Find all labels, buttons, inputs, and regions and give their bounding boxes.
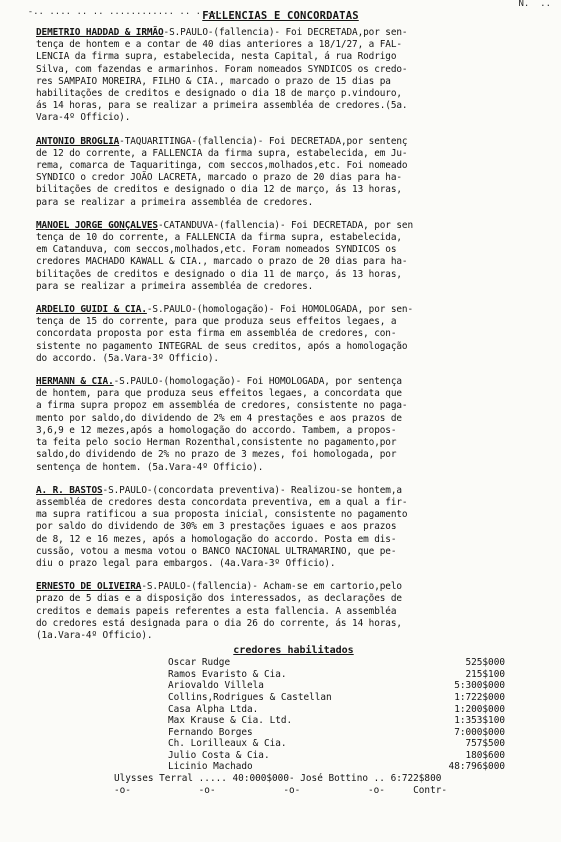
entry-lead: ARDELIO GUIDI & CIA. — [36, 304, 147, 316]
entry-text: -CATANDUVA-(fallencia)- Foi DECRETADA, por sen tença de 10 do corrente, a FALLENCIA da firma supra, estabelecida, em Catanduva, com seccos,molhados,etc. Foram nomeados SYNDICOS os credores MACHADO KAWALL & CIA., marcado o prazo de 20 dias para ha- bilitações de creditos e designado o dia 11 de março, ás 13 horas, para se realizar a primeira assembléa de credores. — [36, 219, 414, 292]
creditor-name: Ramos Evaristo & Cia. — [168, 668, 287, 680]
creditor-name: Fernando Borges — [168, 726, 253, 738]
page-number: N. .. — [518, 0, 551, 9]
creditor-row — [36, 680, 551, 692]
entry-text: -S.PAULO-(homologação)- Foi HOMOLOGADA, por sentença de hontem, para que produza seus effeitos legaes, a concordata que a firma supra propoz em assembléa de credores, consistente no paga- mento por saldo,do dividendo de 2% em 4 prestações e aos prazos de 3,6,9 e 12 mezes,após a homologação do accordo. Tambem, a propos- ta feita pelo socio Herman Rozenthal,consistente no pagamento,por saldo,do dividendo de 2% no prazo de 3 mezes, foi homologada, por sentença de hontem. (5a.Vara-4º Officio). — [36, 376, 408, 473]
entry-lead: MANOEL JORGE GONÇALVES — [36, 219, 158, 231]
entry-text: -S.PAULO-(fallencia)- Foi DECRETADA,por sen- tença de hontem e a contar de 40 dias anteriores a 18/1/27, a FAL- LENCIA da firma supra, estabelecida, nesta Capital, á rua Rodrigo Silva, com fazendas e armarinhos. Foram nomeados SYNDICOS os credo- res SAMPAIO MOREIRA, FILHO & CIA., marcado o prazo de 15 dias pa habilitações de creditos e designado o dia 18 de março p.vindouro, ás 14 horas, para se realizar a primeira assembléa de credores.(5a. Vara-4º Officio). — [36, 27, 408, 124]
separator-text: -o- -o- -o- -o- Contr- — [114, 784, 448, 796]
creditor-name: Casa Alpha Ltda. — [168, 703, 259, 715]
entry-text: -S.PAULO-(concordata preventiva)- Realizou-se hontem,a assembléa de credores desta concordata preventiva, em a qual a fir- ma supra ratificou a sua proposta inicial, consistente no pagamento por saldo do dividendo de 30% em 3 prestações iguaes e aos prazos de 8, 12 e 16 mezes, após a homologação do accordo. Posta em dis- cussão, votou a mesma votou o BANCO NACIONAL ULTRAMARINO, que pe- diu o prazo legal para embargos. (4a.Vara-3º Officio). — [36, 484, 408, 569]
creditor-row — [36, 669, 551, 681]
entry-text: -S.PAULO-(fallencia)- Acham-se em cartorio,pelo prazo de 5 dias e a disposição dos interessados, as declarações de creditos e demais papeis referentes a esta fallencia. A assembléa do credores está designada para o dia 26 do corrente, ás 14 horas, (1a.Vara-4º Officio). — [36, 581, 402, 641]
creditor-amount: 1:200$000 — [454, 703, 505, 715]
entry-demetrio-haddad — [36, 27, 551, 125]
creditors-title: credores habilitados — [233, 645, 354, 657]
creditor-row — [36, 692, 551, 704]
entry-ardelio-guidi — [36, 304, 551, 365]
creditor-amount: 48:796$000 — [448, 761, 505, 773]
creditor-row — [36, 738, 551, 750]
entry-antonio-broglia — [36, 136, 551, 209]
creditor-amount: 1:353$100 — [454, 715, 505, 727]
entry-ar-bastos — [36, 485, 551, 570]
entry-lead: DEMETRIO HADDAD & IRMÃO — [36, 27, 164, 38]
creditor-amount: 7:000$000 — [454, 726, 505, 738]
entry-lead: A. R. BASTOS — [36, 484, 103, 496]
creditor-amount: 525$000 — [465, 657, 505, 669]
creditor-amount: 5:300$000 — [454, 680, 505, 692]
entry-ernesto-oliveira — [36, 581, 551, 642]
separator-line — [36, 785, 551, 797]
summary-line-text: Ulysses Terral ..... 40:000$000- José Bottino .. 6:722$800 — [114, 773, 442, 785]
entry-text: -S.PAULO-(homologação)- Foi HOMOLOGADA, por sen- tença de 15 do corrente, para que produza seus effeitos legaes, a concordata proposta por esta firma em assembléa de credores, con- sistente no pagamento INTEGRAL de seus creditos, após a homologação do accordo. (5a.Vara-3º Officio). — [36, 304, 414, 364]
creditor-row — [36, 750, 551, 762]
creditor-row — [36, 761, 551, 773]
creditor-row — [36, 704, 551, 716]
creditor-name: Collins,Rodrigues & Castellan — [168, 691, 332, 703]
creditor-row — [36, 657, 551, 669]
creditor-amount: 180$600 — [465, 749, 505, 761]
creditors-list — [36, 657, 551, 796]
page-title: FALLENCIAS E CONCORDATAS — [202, 10, 359, 22]
entry-lead: ERNESTO DE OLIVEIRA — [36, 581, 142, 593]
creditor-row — [36, 715, 551, 727]
document-body — [36, 27, 551, 796]
creditor-name: Oscar Rudge — [168, 657, 231, 669]
page-top-left: -.. .... .. .. ............ .. ..... — [27, 7, 223, 17]
creditor-amount: 1:722$000 — [454, 691, 505, 703]
entry-hermann — [36, 376, 551, 474]
creditor-name: Julio Costa & Cia. — [168, 749, 270, 761]
creditor-name: Licinio Machado — [168, 761, 253, 773]
creditor-amount: 757$500 — [465, 738, 505, 750]
creditor-name: Ch. Lorilleaux & Cia. — [168, 738, 287, 750]
creditor-amount: 215$100 — [465, 668, 505, 680]
entry-manoel-jorge — [36, 220, 551, 293]
entry-lead: HERMANN & CIA. — [36, 376, 114, 388]
creditor-name: Ariovaldo Villela — [168, 680, 264, 692]
entry-lead: ANTONIO BROGLIA — [36, 135, 120, 147]
creditor-name: Max Krause & Cia. Ltd. — [168, 715, 293, 727]
creditor-summary-line — [36, 773, 551, 785]
entry-text: -TAQUARITINGA-(fallencia)- Foi DECRETADA,por sentenç de 12 do corrente, a FALLENCIA da firma supra, estabelecida, em Ju- rema, comarca de Taquaritinga, com seccos,molhados,etc. Foi nomeado SYNDICO o credor JOÃO LACRETA, marcado o prazo de 20 dias para ha- bilitações de creditos e designado o dia 12 de março, ás 13 horas, para se realizar a primeira assembléa de credores. — [36, 135, 408, 208]
creditor-row — [36, 727, 551, 739]
